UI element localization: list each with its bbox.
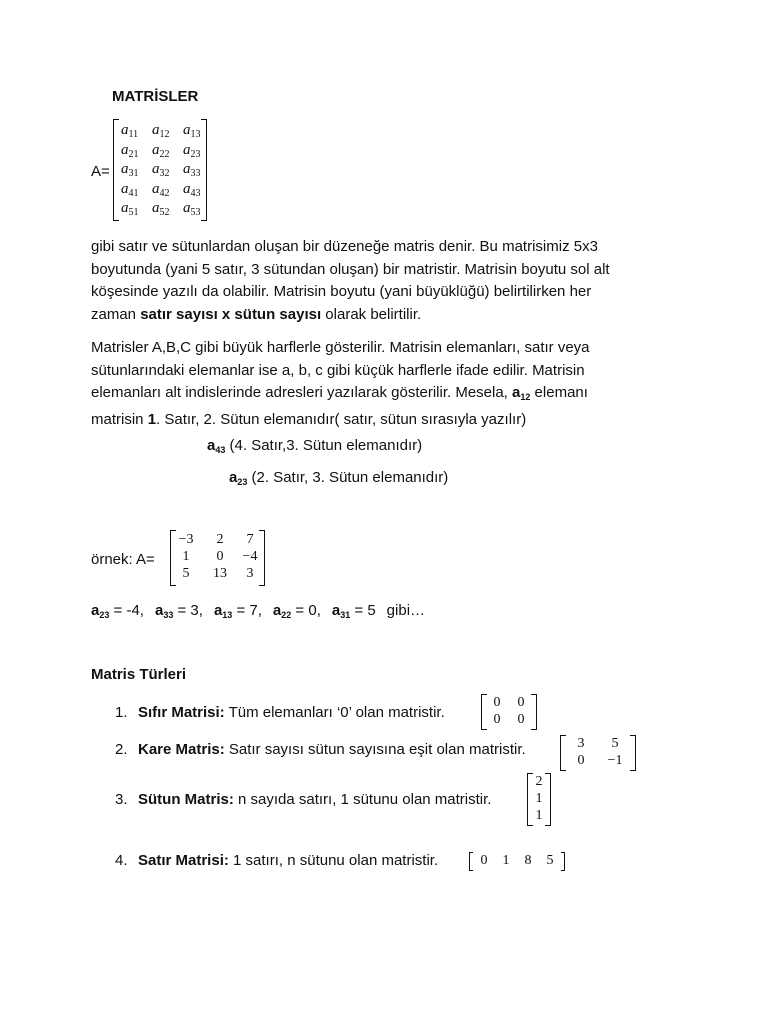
matrix-a-cell: $a_{22}$	[152, 141, 170, 160]
text: olarak belirtilir.	[321, 305, 422, 323]
para2-line3	[91, 382, 691, 409]
matrix-a-cell: $a_{52}$	[152, 200, 170, 218]
example-matrix-cell: 1	[182, 549, 190, 564]
type-matrix	[560, 735, 636, 771]
matrix-a-cell: $a_{23}$	[183, 141, 201, 160]
example-matrix-cell: 7	[246, 532, 254, 547]
type-matrix-cell: 0	[493, 695, 501, 710]
text: . Satır, 2. Sütun elemanıdır( satır, sütun sırasıyla yazılır)	[156, 410, 527, 428]
type-matrix-cell: 1	[535, 808, 543, 823]
para2-line2: sütunlarındaki elemanlar ise a, b, c gibi küçük harflerle ifade edilir. Matrisin	[91, 361, 585, 379]
type-description: n sayıda satırı, 1 sütunu olan matristir.	[233, 791, 492, 808]
matrix-a-cell: $a_{43}$	[183, 180, 201, 199]
text: elemanı	[530, 384, 588, 401]
example-matrix-cell: 5	[182, 566, 190, 581]
example-a43: $a_{43}$ (4. Satır,3. Sütun elemanıdır)	[207, 437, 423, 455]
type-item	[115, 704, 445, 721]
matrix-a-cell: $a_{21}$	[121, 141, 139, 160]
matrix-a-cell: $a_{12}$	[152, 122, 170, 140]
para1-line4	[91, 304, 691, 327]
type-matrix-cell: 0	[493, 712, 501, 727]
type-matrix-cell: 0	[480, 853, 488, 868]
matrix-a-cell: $a_{33}$	[183, 161, 201, 179]
type-number: 2.	[115, 741, 128, 758]
matrix-a-cell: $a_{53}$	[183, 200, 201, 218]
type-matrix-cell: 0	[577, 753, 585, 768]
type-name: Kare Matris:	[138, 741, 225, 758]
matrix-a-cell: $a_{32}$	[152, 161, 170, 179]
bold-text: satır sayısı x sütun sayısı	[140, 305, 322, 323]
example-a23: $a_{23}$ (2. Satır, 3. Sütun elemanıdır)	[229, 469, 449, 487]
matrix-a-cell: $a_{42}$	[152, 180, 170, 199]
matrix-a-cell: $a_{41}$	[121, 180, 139, 199]
text: matrisin	[91, 410, 148, 428]
type-matrix-cell: 1	[502, 853, 510, 868]
type-matrix-cell: 2	[535, 774, 543, 789]
type-item	[115, 741, 526, 758]
example-matrix-cell: 2	[216, 532, 224, 547]
type-matrix	[481, 694, 537, 730]
value-item: $a_{23} = -4$,	[91, 602, 144, 620]
matrix-a-cell: $a_{13}$	[183, 122, 201, 140]
type-number: 4.	[115, 852, 128, 869]
value-item: $a_{22} = 0$,	[272, 602, 321, 620]
type-matrix-cell: −1	[607, 753, 623, 768]
type-name: Sıfır Matrisi:	[138, 704, 225, 721]
type-matrix-cell: 5	[546, 853, 554, 868]
paragraph-2	[91, 337, 691, 431]
type-description: 1 satırı, n sütunu olan matristir.	[228, 852, 439, 869]
type-matrix-cell: 3	[577, 736, 585, 751]
example-matrix-cell: −4	[242, 549, 258, 564]
example-matrix-cell: 3	[246, 566, 254, 581]
type-matrix-cell: 0	[517, 695, 525, 710]
types-heading: Matris Türleri	[91, 666, 187, 683]
type-description: Satır sayısı sütun sayısına eşit olan matristir.	[224, 741, 526, 758]
para2-line4	[91, 409, 691, 432]
value-item: $a_{33} = 3$,	[154, 602, 203, 620]
matrix-a-label: A=	[91, 163, 110, 180]
type-matrix-cell: 8	[524, 853, 532, 868]
matrix-a-cell: $a_{51}$	[121, 200, 139, 218]
type-number: 1.	[115, 704, 128, 721]
values-line	[91, 602, 425, 620]
paragraph-1	[91, 236, 691, 326]
example-matrix-cell: 0	[216, 549, 224, 564]
para2-line1: Matrisler A,B,C gibi büyük harflerle gösterilir. Matrisin elemanları, satır veya	[91, 339, 590, 356]
para1-line2: boyutunda (yani 5 satır, 3 sütundan oluşan) bir matristir. Matrisin boyutu sol alt	[91, 260, 610, 278]
type-item	[115, 852, 438, 869]
type-item	[115, 791, 491, 808]
example-matrix	[170, 530, 265, 586]
type-matrix-cell: 0	[517, 712, 525, 727]
para1-line3: köşesinde yazılı da olabilir. Matrisin boyutu (yani büyüklüğü) belirtilirken her	[91, 283, 592, 300]
bracket-right	[561, 852, 565, 871]
type-number: 3.	[115, 791, 128, 808]
type-name: Satır Matrisi:	[138, 852, 229, 869]
type-matrix-cell: 1	[535, 791, 543, 806]
bracket-right	[201, 119, 207, 221]
value-item: $a_{13} = 7$,	[213, 602, 262, 620]
type-description: Tüm elemanları ‘0’ olan matristir.	[224, 704, 445, 721]
para1-line1: gibi satır ve sütunlardan oluşan bir düzeneğe matris denir. Bu matrisimiz 5x3	[91, 238, 598, 255]
matrix-a	[113, 119, 207, 221]
bracket-left	[113, 119, 119, 221]
type-matrix-cell: 5	[611, 736, 619, 751]
text: elemanları alt indislerinde adresleri yazılarak gösterilir. Mesela,	[91, 384, 513, 401]
page-title: MATRİSLER	[112, 88, 199, 105]
a12-symbol: $a_{12}$	[512, 384, 531, 402]
type-matrix	[469, 852, 565, 871]
matrix-a-cell: $a_{11}$	[121, 122, 139, 140]
text: zaman	[91, 305, 141, 323]
values-tail: gibi…	[386, 602, 426, 619]
example-matrix-cell: −3	[178, 532, 194, 547]
bold-text: 1	[147, 410, 157, 428]
value-item: $a_{31} = 5$	[331, 602, 376, 620]
matrix-a-cell: $a_{31}$	[121, 161, 139, 179]
type-name: Sütun Matris:	[138, 791, 234, 808]
type-matrix	[527, 773, 551, 826]
example-label: örnek: A=	[91, 551, 155, 568]
example-matrix-cell: 13	[213, 566, 227, 581]
